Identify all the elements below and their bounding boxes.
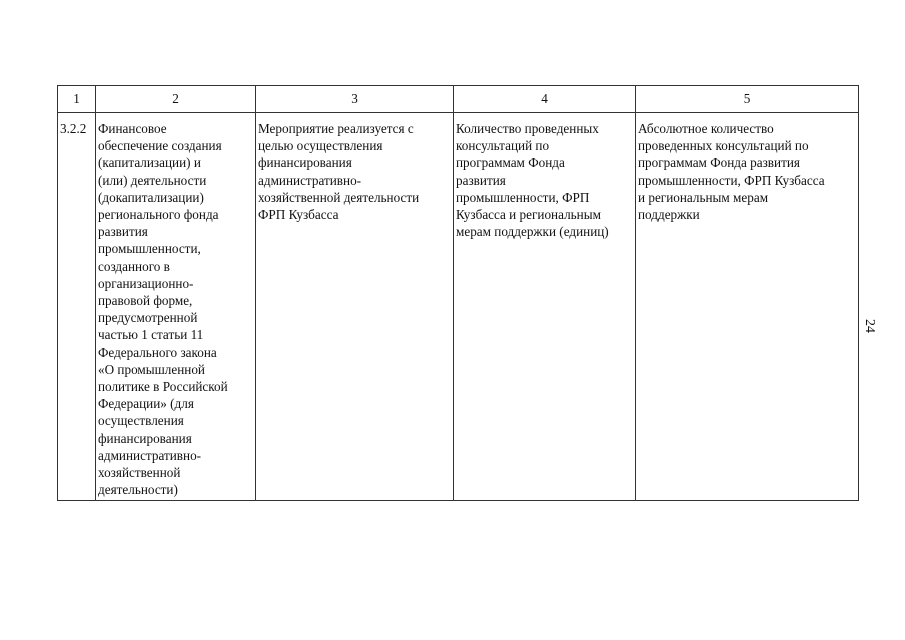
- header-col-5: 5: [636, 86, 859, 113]
- event-name-cell: Финансовое обеспечение создания (капитализации) и (или) деятельности (докапитализации) регионального фонда развития промышленности, созданного в организационно- правовой форме, предусмотренной частью 1 статьи 11 Федерального закона «О промышленной политике в Российской Федерации» (для осуществления финансирования административно- хозяйственной деятельности): [96, 113, 256, 501]
- row-number-cell: 3.2.2: [58, 113, 96, 501]
- indicator-method-cell: Абсолютное количество проведенных консультаций по программам Фонда развития промышленности, ФРП Кузбасса и региональным мерам поддержки: [636, 113, 859, 501]
- page-number: 24: [862, 319, 877, 333]
- header-row: [58, 86, 859, 113]
- event-description-cell: Мероприятие реализуется с целью осуществления финансирования административно- хозяйственной деятельности ФРП Кузбасса: [256, 113, 454, 501]
- header-col-1: 1: [58, 86, 96, 113]
- header-col-3: 3: [256, 86, 454, 113]
- measures-table: [57, 85, 859, 501]
- indicator-name-cell: Количество проведенных консультаций по программам Фонда развития промышленности, ФРП Кузбасса и региональным мерам поддержки (единиц): [454, 113, 636, 501]
- table-header: [58, 86, 859, 113]
- table-row: [58, 113, 859, 501]
- header-col-4: 4: [454, 86, 636, 113]
- table-body: [58, 113, 859, 501]
- header-col-2: 2: [96, 86, 256, 113]
